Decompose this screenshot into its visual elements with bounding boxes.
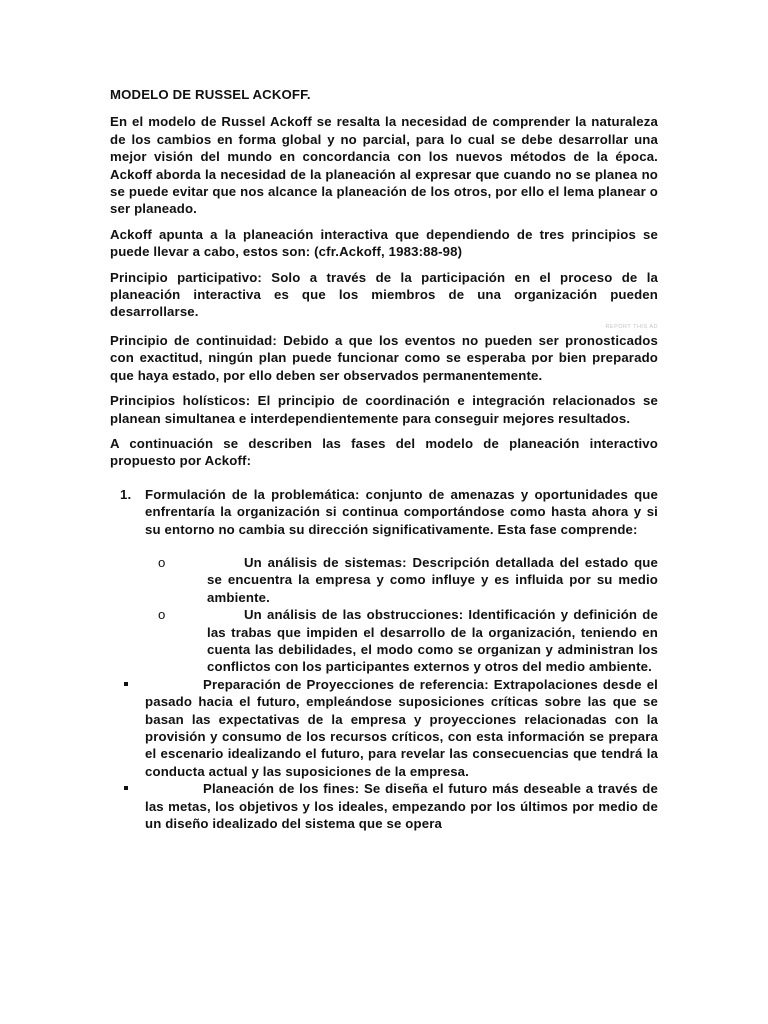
report-ad-link[interactable]: REPORT THIS AD (605, 323, 658, 330)
document-page (110, 86, 658, 832)
circle-bullet-icon: o (158, 554, 166, 570)
paragraph-participative-principle: Principio participativo: Solo a través de la participación en el proceso de la planeación interactiva es que los miembros de una organización pueden desarrollarse. (110, 269, 658, 320)
bullet-text: Planeación de los fines: Se diseña el futuro más deseable a través de las metas, los objetivos y los ideales, empezando por los últimos por medio de un diseño idealizado del sistema que se opera (145, 781, 658, 832)
phase-number: 1. (120, 486, 132, 502)
paragraph-continuity-principle: Principio de continuidad: Debido a que los eventos no pueden ser pronosticados con exactitud, ningún plan puede funcionar como se esperaba por bien preparado que haya estado, por ello deben ser observados permanentemente. (110, 332, 658, 383)
bullet-item (110, 676, 658, 780)
phase-list (110, 486, 658, 538)
circle-bullet-icon: o (158, 607, 166, 623)
sub-item-text: Un análisis de sistemas: Descripción detallada del estado que se encuentra la empresa y como influye y es influida por su medio ambiente. (207, 554, 658, 605)
paragraph-phases-intro: A continuación se describen las fases del modelo de planeación interactivo propuesto por Ackoff: (110, 435, 658, 469)
sub-item-list (110, 554, 658, 676)
document-title: MODELO DE RUSSEL ACKOFF. (110, 87, 311, 102)
sub-item (110, 606, 658, 676)
sub-item-text: Un análisis de las obstrucciones: Identificación y definición de las trabas que impiden el desarrollo de la organización, teniendo en cuenta las debilidades, el modo como se organizan y administran los conflictos con los participantes externos y otros del medio ambiente. (207, 607, 658, 675)
paragraph-holistic-principles: Principios holísticos: El principio de coordinación e integración relacionados se planean simultanea e interdependientemente para conseguir mejores resultados. (110, 393, 658, 426)
square-bullet-icon (124, 786, 128, 790)
bullet-text: Preparación de Proyecciones de referencia: Extrapolaciones desde el pasado hacia el futuro, empleándose suposiciones críticas sobre las que se basan las expectativas de la empresa y proyecciones relacionadas con la provisión y consumo de los recursos críticos, con esta información se prepara el escenario idealizando el futuro, para revelar las consecuencias que tendrá la conducta actual y las suposiciones de la empresa. (145, 676, 658, 779)
paragraph-interactive-planning: Ackoff apunta a la planeación interactiva que dependiendo de tres principios se puede llevar a cabo, estos son: (cfr.Ackoff, 1983:88-98) (110, 226, 658, 260)
sub-item (110, 554, 658, 606)
phase-item (110, 486, 658, 538)
bullet-list (110, 676, 658, 833)
paragraph-intro: En el modelo de Russel Ackoff se resalta la necesidad de comprender la naturaleza de los cambios en forma global y no parcial, para lo cual se debe desarrollar una mejor visión del mundo en concordancia con los nuevos métodos de la época. Ackoff aborda la necesidad de la planeación al expresar que cuando no se planea no se puede evitar que nos alcance la planeación de los otros, por ello el lema planear o ser planeado. (110, 114, 658, 217)
phase-text: Formulación de la problemática: conjunto de amenazas y oportunidades que enfrentaría la organización si continua comportándose como hasta ahora y si su entorno no cambia su dirección significativamente. Esta fase comprende: (145, 486, 658, 537)
bullet-item (110, 780, 658, 832)
square-bullet-icon (124, 682, 128, 686)
